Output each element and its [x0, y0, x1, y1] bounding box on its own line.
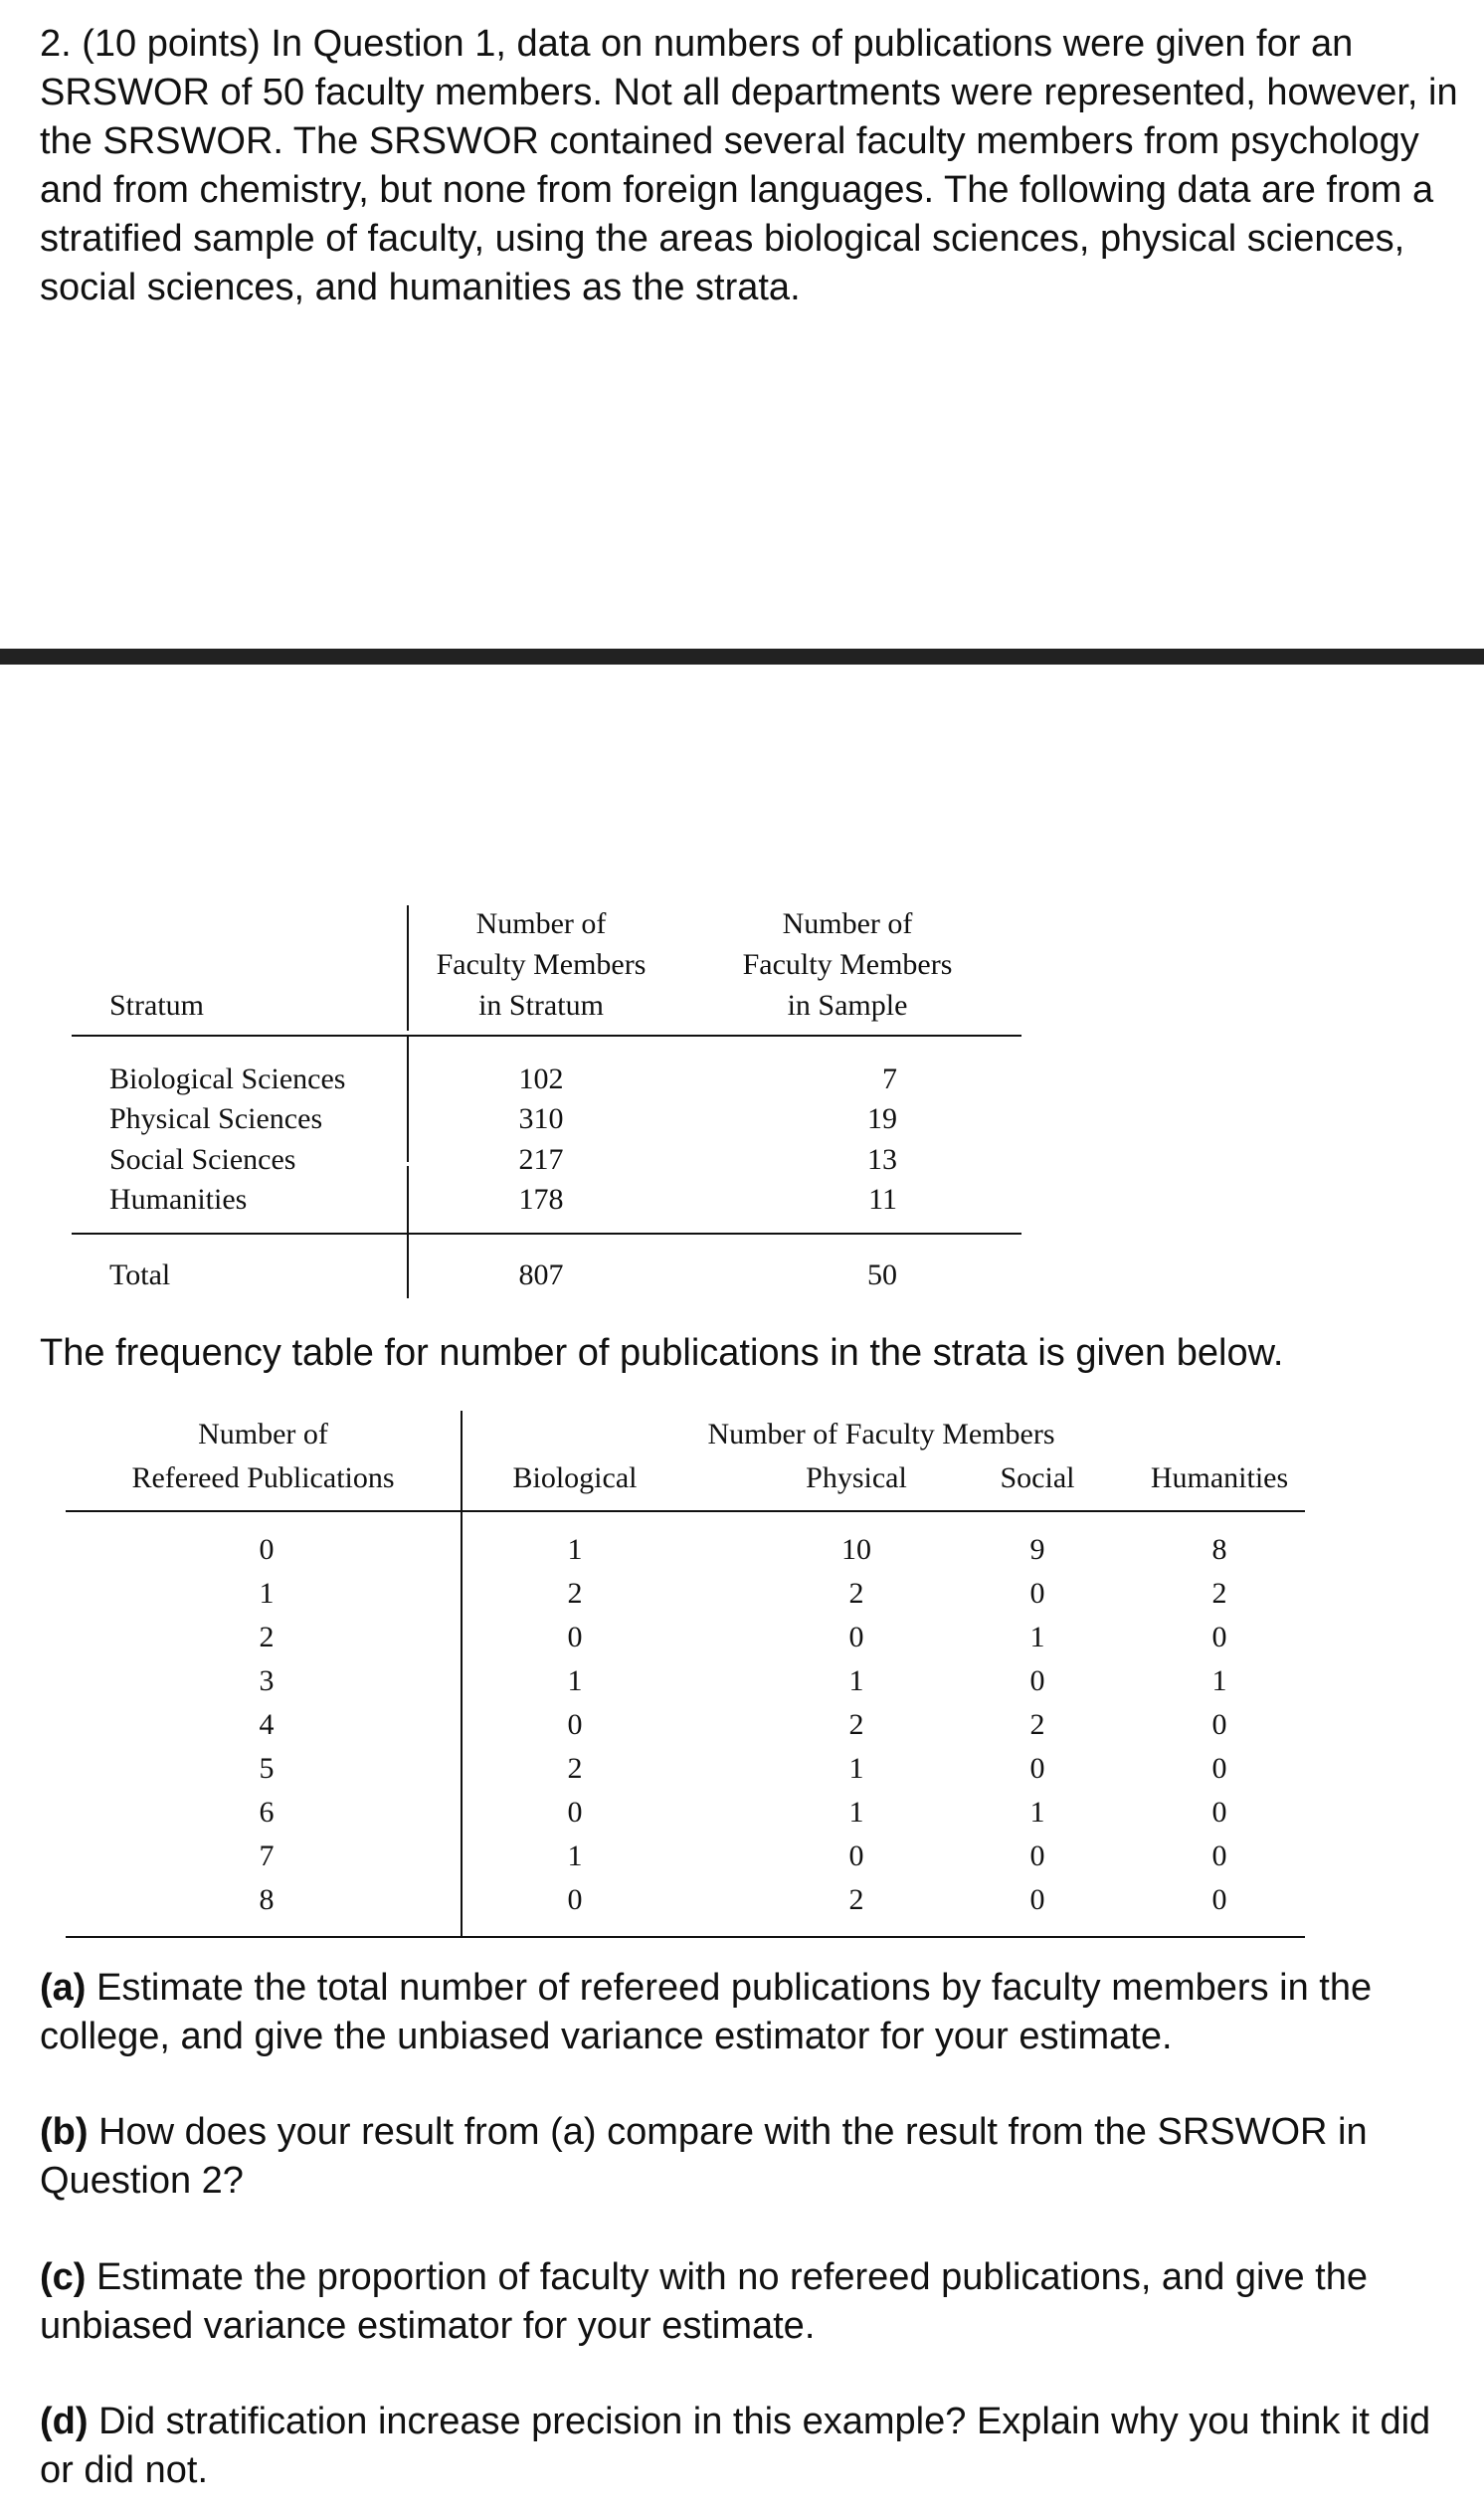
publication-count: 7 [259, 1839, 275, 1872]
table-vertical-rule [407, 905, 409, 1031]
physical-value: 0 [848, 1621, 864, 1653]
biological-value: 0 [567, 1883, 583, 1916]
publication-count: 6 [259, 1796, 275, 1829]
stratum-size: 178 [518, 1183, 564, 1216]
social-value: 0 [1029, 1883, 1045, 1916]
table-row [72, 1180, 1021, 1220]
stratum-name: Physical Sciences [109, 1102, 323, 1135]
social-value: 1 [1029, 1796, 1045, 1829]
header-line: Faculty Members [436, 948, 647, 981]
physical-value: 2 [848, 1708, 864, 1741]
table-row [72, 1140, 1021, 1180]
publication-count: 2 [259, 1621, 275, 1653]
table-row [72, 1099, 1021, 1139]
stratum-size: 102 [518, 1063, 564, 1095]
physical-value: 1 [848, 1752, 864, 1785]
biological-value: 1 [567, 1664, 583, 1697]
question-b-label: (b) [40, 2111, 89, 2153]
social-value: 0 [1029, 1752, 1045, 1785]
humanities-value: 0 [1211, 1839, 1227, 1872]
frequency-table-intro: The frequency table for number of publications in the strata is given below. [40, 1332, 1284, 1374]
table-row [66, 1616, 1305, 1659]
publication-count: 4 [259, 1708, 275, 1741]
problem-intro: 2. (10 points) In Question 1, data on numbers of publications were given for an SRSWOR of 50 faculty members. Not all departments were represented, however, in the SRSWOR. The SRSWOR contained several faculty members from psychology and from chemistry, but none from foreign languages. The following data are from a stratified sample of faculty, using the areas biological sciences, physical sciences, social sciences, and humanities as the strata. [40, 23, 1458, 308]
stratum-name: Humanities [109, 1183, 248, 1216]
sample-size: 13 [867, 1143, 897, 1176]
table-row [66, 1659, 1305, 1703]
question-c-label: (c) [40, 2256, 87, 2298]
social-value: 1 [1029, 1621, 1045, 1653]
social-value: 9 [1029, 1533, 1045, 1566]
question-b-text: How does your result from (a) compare with the result from the SRSWOR in Question 2? [40, 2111, 1368, 2202]
question-a [40, 1964, 1432, 2061]
question-a-label: (a) [40, 1967, 87, 2009]
question-c-text: Estimate the proportion of faculty with no refereed publications, and give the unbiased variance estimator for your estimate. [40, 2256, 1368, 2347]
biological-value: 2 [567, 1752, 583, 1785]
header-line: Number of [475, 907, 607, 940]
stratum-size: 310 [518, 1102, 564, 1135]
biological-value: 1 [567, 1533, 583, 1566]
column-header-stratum-size [427, 903, 655, 1026]
column-header-stratum: Stratum [109, 989, 204, 1022]
column-header-biological: Biological [512, 1461, 638, 1494]
question-d [40, 2398, 1432, 2495]
question-d-label: (d) [40, 2401, 89, 2442]
humanities-value: 0 [1211, 1621, 1227, 1653]
physical-value: 1 [848, 1796, 864, 1829]
header-line: Number of [782, 907, 913, 940]
table-row [66, 1791, 1305, 1835]
biological-value: 1 [567, 1839, 583, 1872]
question-b [40, 2108, 1432, 2206]
header-line: in Sample [787, 989, 908, 1022]
table-rule [72, 1233, 1021, 1235]
physical-value: 0 [848, 1839, 864, 1872]
humanities-value: 2 [1211, 1577, 1227, 1610]
humanities-value: 0 [1211, 1883, 1227, 1916]
table-row [66, 1528, 1305, 1572]
publication-count: 0 [259, 1533, 275, 1566]
frequency-table [66, 1411, 1305, 1938]
humanities-value: 8 [1211, 1533, 1227, 1566]
social-value: 0 [1029, 1664, 1045, 1697]
biological-value: 0 [567, 1708, 583, 1741]
column-header-social: Social [1000, 1461, 1075, 1494]
table-row [72, 1060, 1021, 1099]
total-stratum-size: 807 [518, 1258, 564, 1291]
physical-value: 2 [848, 1577, 864, 1610]
social-value: 0 [1029, 1577, 1045, 1610]
column-header-publications [66, 1413, 461, 1500]
total-sample-size: 50 [867, 1258, 897, 1291]
table-row [66, 1747, 1305, 1791]
physical-value: 2 [848, 1883, 864, 1916]
social-value: 0 [1029, 1839, 1045, 1872]
section-divider [0, 649, 1484, 665]
social-value: 2 [1029, 1708, 1045, 1741]
header-line: Refereed Publications [131, 1461, 395, 1494]
column-header-sample-size [733, 903, 962, 1026]
table-rule [66, 1510, 1305, 1512]
table-row [66, 1878, 1305, 1922]
table-row [66, 1572, 1305, 1616]
stratum-name: Social Sciences [109, 1143, 296, 1176]
physical-value: 1 [848, 1664, 864, 1697]
publication-count: 1 [259, 1577, 275, 1610]
biological-value: 0 [567, 1796, 583, 1829]
table-row [66, 1703, 1305, 1747]
column-header-humanities: Humanities [1150, 1461, 1289, 1494]
stratum-size: 217 [518, 1143, 564, 1176]
question-c [40, 2253, 1432, 2351]
publication-count: 8 [259, 1883, 275, 1916]
table-row [66, 1835, 1305, 1878]
header-line: in Stratum [478, 989, 604, 1022]
header-line: Faculty Members [742, 948, 953, 981]
biological-value: 2 [567, 1577, 583, 1610]
biological-value: 0 [567, 1621, 583, 1653]
question-a-text: Estimate the total number of refereed publications by faculty members in the college, and give the unbiased variance estimator for your estimate. [40, 1967, 1373, 2057]
sample-size: 19 [867, 1102, 897, 1135]
humanities-value: 0 [1211, 1796, 1227, 1829]
question-d-text: Did stratification increase precision in this example? Explain why you think it did or did not. [40, 2401, 1431, 2491]
table-rule [66, 1936, 1305, 1938]
sample-size: 11 [868, 1183, 897, 1216]
publication-count: 3 [259, 1664, 275, 1697]
humanities-value: 0 [1211, 1708, 1227, 1741]
sample-size: 7 [882, 1063, 897, 1095]
table-rule [72, 1035, 1021, 1037]
stratum-name: Biological Sciences [109, 1063, 346, 1095]
total-label: Total [109, 1258, 171, 1291]
table-total-row [72, 1256, 1021, 1295]
strata-table [72, 905, 1021, 1298]
group-header-faculty: Number of Faculty Members [707, 1418, 1055, 1451]
humanities-value: 1 [1211, 1664, 1227, 1697]
humanities-value: 0 [1211, 1752, 1227, 1785]
column-header-physical: Physical [806, 1461, 907, 1494]
header-line: Number of [198, 1418, 328, 1451]
publication-count: 5 [259, 1752, 275, 1785]
physical-value: 10 [841, 1533, 871, 1566]
